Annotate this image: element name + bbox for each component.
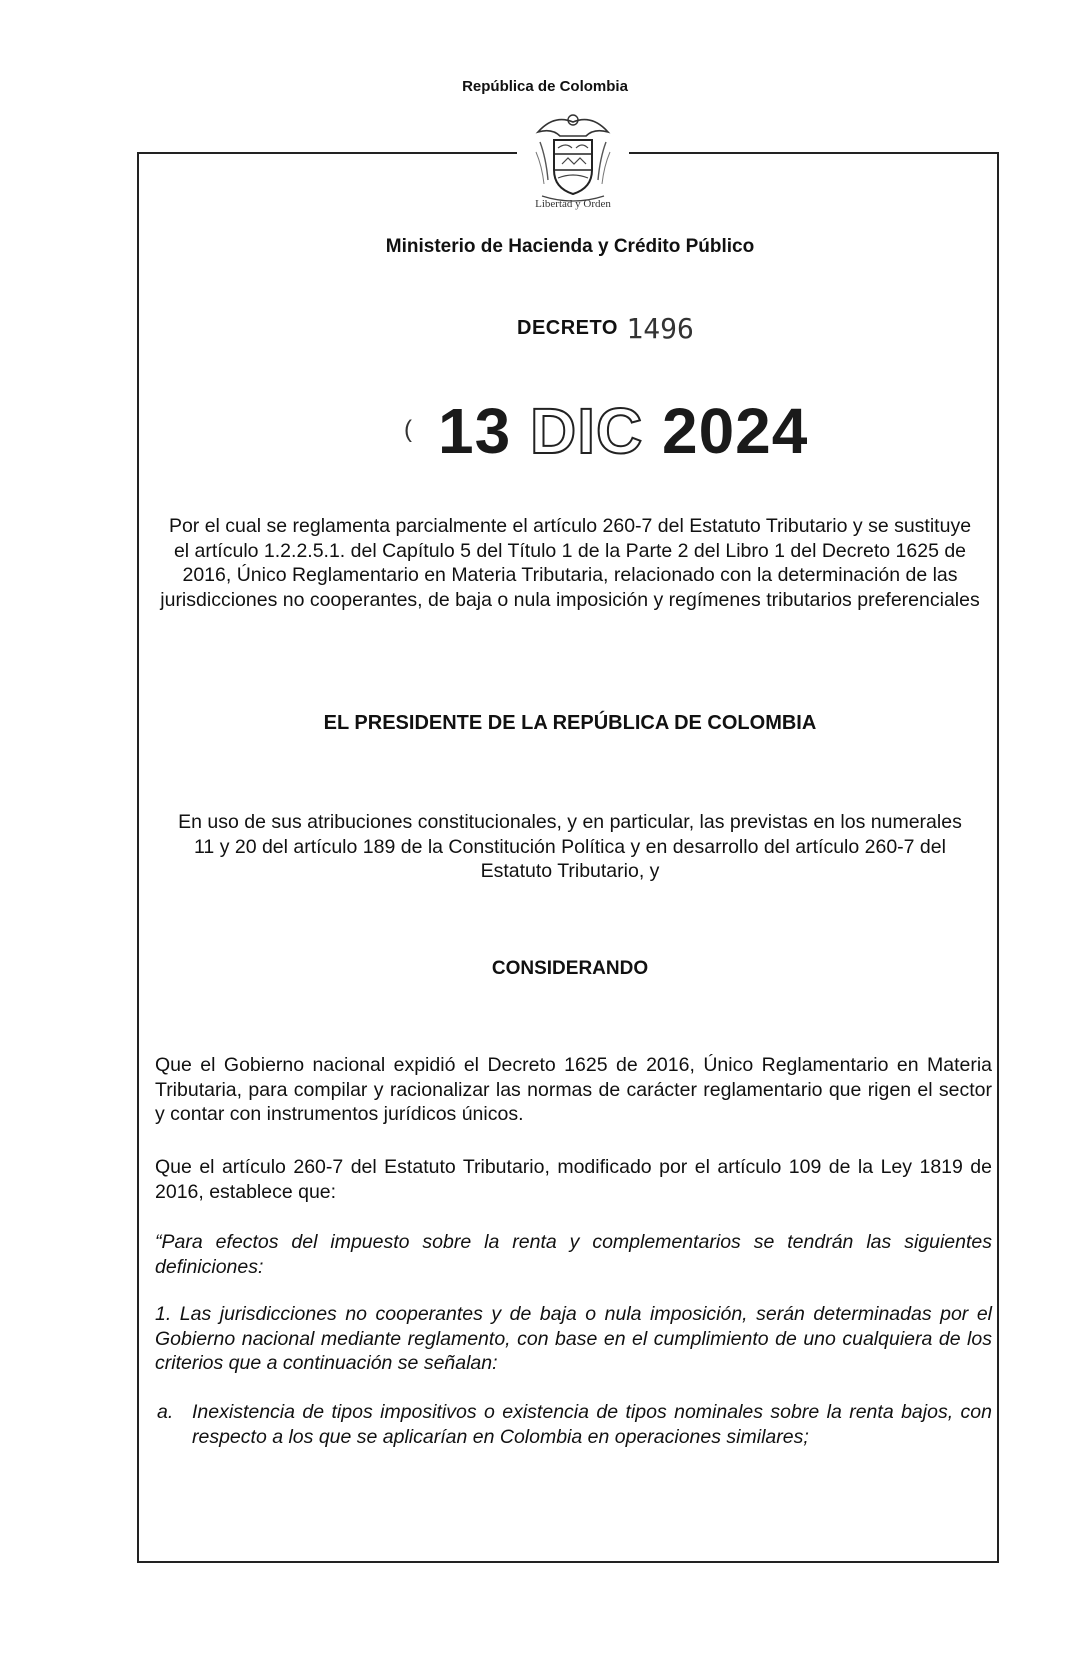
decree-summary: Por el cual se reglamenta parcialmente el artículo 260-7 del Estatuto Tributario y se sustituye el artículo 1.2.2.5.1. del Capítulo 5 del Título 1 de la Parte 2 del Libro 1 del Decreto 1625 de 2016, Único Reglamentario en Materia Tributaria, relacionado con la determinación de las jurisdicciones no cooperantes, de baja o nula imposición y regímenes tributarios preferenciales [160, 515, 980, 611]
decree-number: 1496 [626, 312, 694, 345]
body-paragraph-2: Que el artículo 260-7 del Estatuto Tributario, modificado por el artículo 109 de la Ley 1819 de 2016, establece que: [155, 1156, 992, 1203]
date-day: 13 [438, 395, 512, 467]
date-year: 2024 [661, 395, 809, 467]
list-item-a [155, 1400, 992, 1449]
decree-heading [517, 312, 694, 346]
emblem-motto: Libertad y Orden [535, 198, 611, 210]
powers-paragraph: En uso de sus atribuciones constitucionales, y en particular, las previstas en los numerales 11 y 20 del artículo 189 de la Constitución Política y en desarrollo del artículo 260-7 del Estatuto Tributario, y [178, 811, 962, 882]
ministry-name: Ministerio de Hacienda y Crédito Público [385, 236, 755, 257]
list-item-a-text: Inexistencia de tipos impositivos o existencia de tipos nominales sobre la renta bajos, con respecto a los que se aplicarían en Colombia en operaciones similares; [192, 1401, 992, 1448]
date-open-paren: ( [404, 416, 412, 443]
numbered-point-1: 1. Las jurisdicciones no cooperantes y de baja o nula imposición, serán determinadas por el Gobierno nacional mediante reglamento, con base en el cumplimiento de uno cualquiera de los criterios que a continuación se señalan: [155, 1303, 992, 1374]
quote-intro: “Para efectos del impuesto sobre la renta y complementarios se tendrán las siguientes definiciones: [155, 1231, 992, 1278]
considerando-heading: CONSIDERANDO [491, 958, 649, 979]
date-month: DIC [529, 395, 644, 467]
list-item-a-letter: a. [157, 1401, 174, 1423]
body-paragraph-1: Que el Gobierno nacional expidió el Decreto 1625 de 2016, Único Reglamentario en Materia Tributaria, para compilar y racionalizar las normas de carácter reglamentario que rigen el sector y contar con instrumentos jurídicos únicos. [155, 1054, 992, 1125]
decree-date-stamp [438, 394, 808, 468]
president-heading: EL PRESIDENTE DE LA REPÚBLICA DE COLOMBIA [323, 712, 817, 734]
decree-label: DECRETO [517, 317, 618, 339]
country-name: República de Colombia [462, 78, 628, 95]
coat-of-arms-emblem [528, 108, 618, 216]
